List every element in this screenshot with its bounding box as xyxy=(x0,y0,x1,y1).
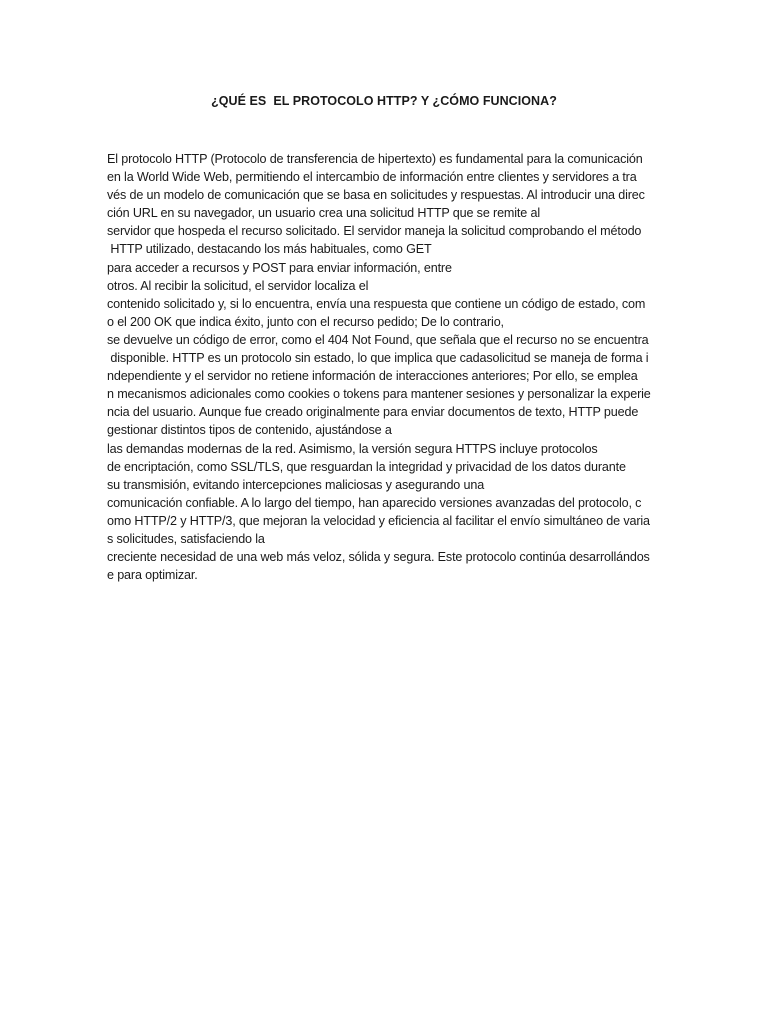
body-line: comunicación confiable. A lo largo del tiempo, han aparecido versiones avanzadas del protocolo, c xyxy=(107,495,642,510)
body-line: en la World Wide Web, permitiendo el intercambio de información entre clientes y servidores a tra xyxy=(107,170,637,185)
body-line: creciente necesidad de una web más veloz, sólida y segura. Este protocolo continúa desarrollándos xyxy=(107,550,650,565)
body-line: las demandas modernas de la red. Asimismo, la versión segura HTTPS incluye protocolos xyxy=(107,441,598,456)
body-line: n mecanismos adicionales como cookies o tokens para mantener sesiones y personalizar la experie xyxy=(107,387,651,402)
body-line: para acceder a recursos y POST para enviar información, entre xyxy=(107,260,452,275)
body-line: disponible. HTTP es un protocolo sin estado, lo que implica que cadasolicitud se maneja de forma i xyxy=(107,351,649,366)
body-line: e para optimizar. xyxy=(107,568,198,583)
body-line: ncia del usuario. Aunque fue creado originalmente para enviar documentos de texto, HTTP puede xyxy=(107,405,639,420)
body-line: contenido solicitado y, si lo encuentra, envía una respuesta que contiene un código de estado, com xyxy=(107,296,646,311)
body-line: omo HTTP/2 y HTTP/3, que mejoran la velocidad y eficiencia al facilitar el envío simultáneo de varia xyxy=(107,513,650,528)
body-line: servidor que hospeda el recurso solicitado. El servidor maneja la solicitud comprobando el método xyxy=(107,224,642,239)
body-line: de encriptación, como SSL/TLS, que resguardan la integridad y privacidad de los datos durante xyxy=(107,459,626,474)
body-line: se devuelve un código de error, como el 404 Not Found, que señala que el recurso no se encuentra xyxy=(107,332,649,347)
body-line: vés de un modelo de comunicación que se basa en solicitudes y respuestas. Al introducir una direc xyxy=(107,188,645,203)
body-line: o el 200 OK que indica éxito, junto con el recurso pedido; De lo contrario, xyxy=(107,314,504,329)
body-line: ndependiente y el servidor no retiene información de interacciones anteriores; Por ello, se emplea xyxy=(107,369,638,384)
body-line: otros. Al recibir la solicitud, el servidor localiza el xyxy=(107,278,369,293)
body-line: gestionar distintos tipos de contenido, ajustándose a xyxy=(107,423,392,438)
body-line: El protocolo HTTP (Protocolo de transferencia de hipertexto) es fundamental para la comunicación xyxy=(107,152,643,166)
document-body xyxy=(107,150,667,584)
body-line: su transmisión, evitando intercepciones maliciosas y asegurando una xyxy=(107,477,485,492)
document-title: ¿QUÉ ES EL PROTOCOLO HTTP? Y ¿CÓMO FUNCIONA? xyxy=(211,94,557,108)
body-line: HTTP utilizado, destacando los más habituales, como GET xyxy=(107,242,432,257)
body-line: ción URL en su navegador, un usuario crea una solicitud HTTP que se remite al xyxy=(107,206,540,221)
body-line: s solicitudes, satisfaciendo la xyxy=(107,531,265,546)
